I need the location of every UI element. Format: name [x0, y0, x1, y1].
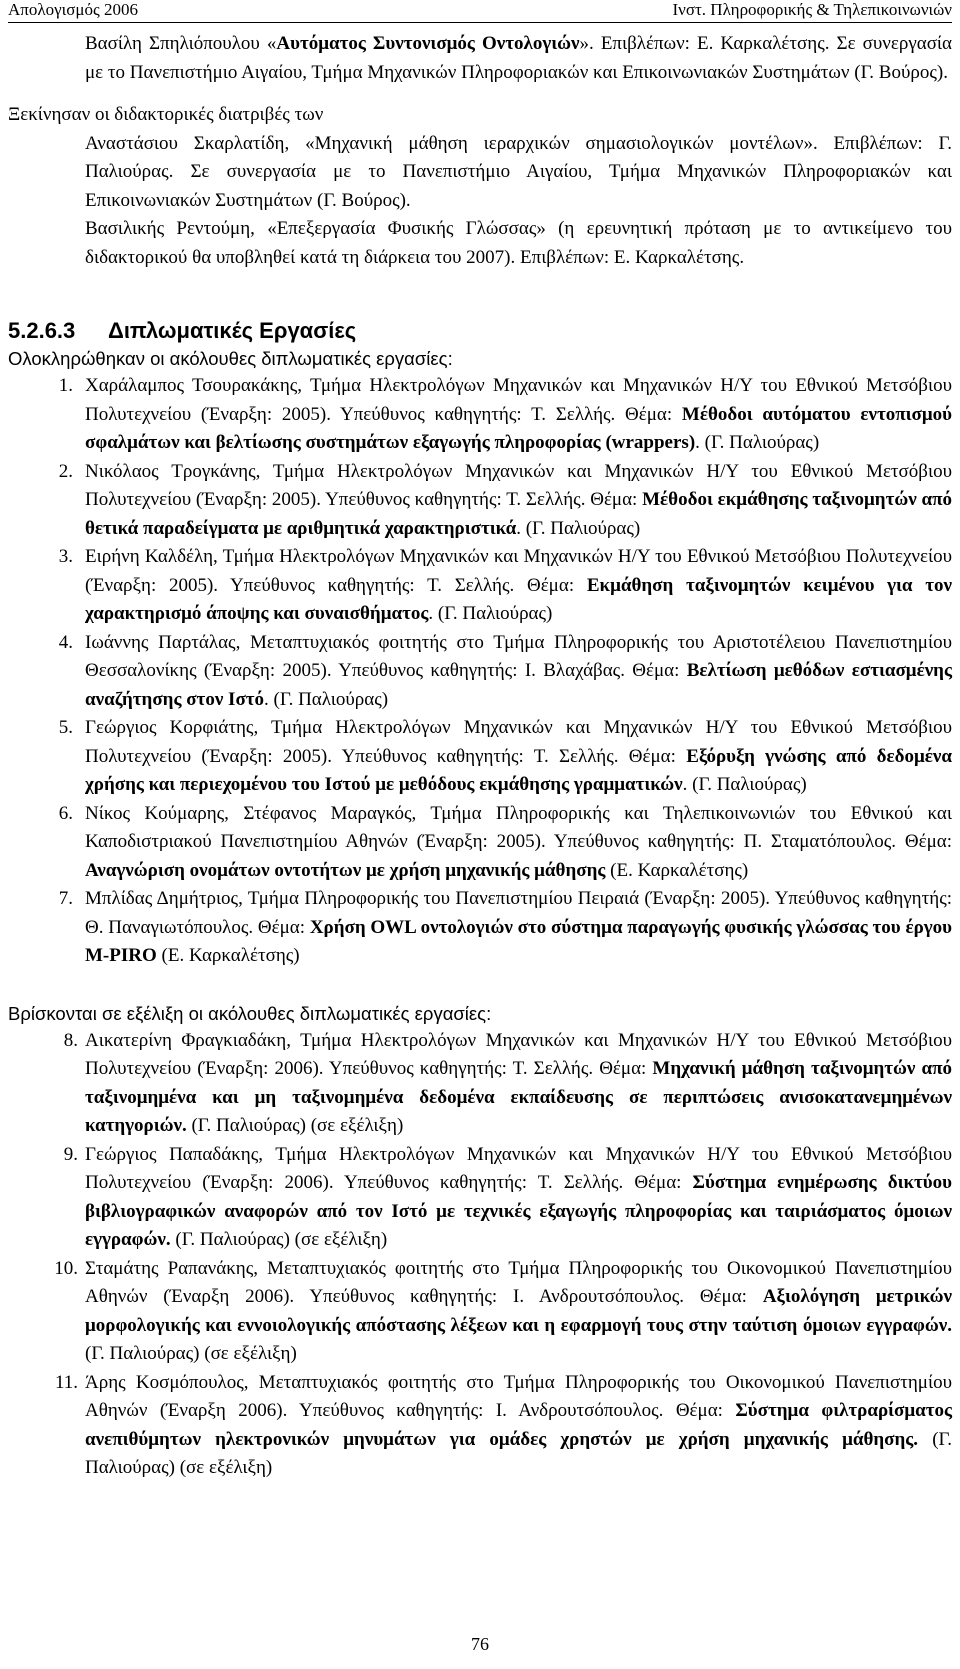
text-run: . (Γ. Παλιούρας) [516, 517, 641, 539]
item-number: 11. [54, 1371, 78, 1393]
thesis-list-item [8, 458, 952, 544]
page-number: 76 [471, 1634, 489, 1654]
item-number: 6. [58, 802, 73, 824]
bold-text-run: Χρήση OWL οντολογιών στο σύστημα παραγωγής φυσικής γλώσσας του έργου M-PIRO [85, 916, 952, 966]
text-run: Άρης Κοσμόπουλος, Μεταπτυχιακός φοιτητής στο Τμήμα Πληροφορικής του Οικονομικού Πανεπιστημίου Αθηνών (Έναρξη 2006). Υπεύθυνος καθηγητής: Ι. Ανδρουτσόπουλος. Θέμα: [85, 1371, 952, 1421]
text-run: Χαράλαμπος Τσουρακάκης, Τμήμα Ηλεκτρολόγων Μηχανικών και Μηχανικών Η/Υ του Εθνικού Μετσόβιου Πολυτεχνείου (Έναρξη: 2005). Υπεύθυνος καθηγητής: Τ. Σελλής. Θέμα: [85, 375, 952, 425]
text-run: Αικατερίνη Φραγκιαδάκη, Τμήμα Ηλεκτρολόγων Μηχανικών και Μηχανικών Η/Υ του Εθνικού Μετσόβιου Πολυτεχνείου (Έναρξη: 2006). Υπεύθυνος καθηγητής: Τ. Σελλής. Θέμα: [85, 1029, 952, 1079]
bold-text-run: Αναγνώριση ονομάτων οντοτήτων με χρήση μηχανικής μάθησης [85, 859, 606, 881]
bold-text-run: Βελτίωση μεθόδων εστιασμένης αναζήτησης στον Ιστό [85, 660, 952, 710]
text-run: Ιωάννης Παρτάλας, Μεταπτυχιακός φοιτητής στο Τμήμα Πληροφορικής του Αριστοτέλειου Πανεπιστημίου Θεσσαλονίκης (Έναρξη: 2005). Υπεύθυνος καθηγητής: Ι. Βλαχάβας. Θέμα: [85, 631, 952, 681]
text-run: (Γ. Παλιούρας) (σε εξέλιξη) [85, 1428, 952, 1478]
text-run: . (Γ. Παλιούρας) [695, 432, 820, 453]
text-run: (Γ. Παλιούρας) (σε εξέλιξη) [186, 1115, 404, 1136]
top-paragraph [8, 30, 952, 87]
thesis-list-item [8, 714, 952, 800]
text-run: Ειρήνη Καλδέλη, Τμήμα Ηλεκτρολόγων Μηχανικών και Μηχανικών Η/Υ του Εθνικού Μετσόβιου Πολυτεχνείου (Έναρξη: 2005). Υπεύθυνος καθηγητής: Τ. Σελλής. Θέμα: [85, 546, 952, 596]
ongoing-theses-list [8, 1027, 952, 1483]
text-run: Βασιλικής Ρεντούμη, «Επεξεργασία Φυσικής Γλώσσας» (η ερευνητική πρόταση με το αντικείμενο του διδακτορικού θα υποβληθεί κατά τη διάρκεια του 2007). Επιβλέπων: Ε. Καρκαλέτσης. [85, 218, 952, 268]
text-run: . (Γ. Παλιούρας) [682, 774, 807, 795]
thesis-list-item [8, 543, 952, 629]
bold-text-run: Μέθοδοι αυτόματου εντοπισμού σφαλμάτων και βελτίωσης συστημάτων εξαγωγής πληροφορίας (wrappers) [85, 403, 952, 453]
item-number: 4. [58, 631, 73, 653]
text-run: Γεώργιος Παπαδάκης, Τμήμα Ηλεκτρολόγων Μηχανικών και Μηχανικών Η/Υ του Εθνικού Μετσόβιου Πολυτεχνείου (Έναρξη: 2006). Υπεύθυνος καθηγητής: Τ. Σελλής. Θέμα: [85, 1143, 952, 1193]
section-title: Διπλωματικές Εργασίες [108, 318, 357, 343]
text-run: Μπλίδας Δημήτριος, Τμήμα Πληροφορικής του Πανεπιστημίου Πειραιά (Έναρξη: 2005). Υπεύθυνος καθηγητής: Θ. Παναγιωτόπουλος. Θέμα: [85, 888, 952, 938]
completed-theses-list [8, 372, 952, 971]
text-run: . (Γ. Παλιούρας) [428, 603, 553, 624]
text-run: . (Γ. Παλιούρας) [264, 688, 389, 710]
started-item [8, 215, 952, 272]
running-header [8, 0, 952, 23]
text-run: Βασίλη Σπηλιόπουλου « [85, 33, 277, 54]
thesis-list-item [8, 629, 952, 715]
item-number: 3. [58, 546, 73, 567]
thesis-list-item [8, 800, 952, 886]
item-number: 2. [58, 460, 73, 482]
ongoing-intro: Βρίσκονται σε εξέλιξη οι ακόλουθες διπλωματικές εργασίες: [8, 1002, 492, 1024]
bold-text-run: Αυτόματος Συντονισμός Οντολογιών [276, 33, 580, 54]
item-number: 5. [58, 717, 73, 738]
text-run: Γεώργιος Κορφιάτης, Τμήμα Ηλεκτρολόγων Μηχανικών και Μηχανικών Η/Υ του Εθνικού Μετσόβιου Πολυτεχνείου (Έναρξη: 2005). Υπεύθυνος καθηγητής: Τ. Σελλής. Θέμα: [85, 717, 952, 767]
thesis-list-item [8, 1027, 952, 1141]
item-number: 1. [58, 375, 73, 396]
header-right-title: Ινστ. Πληροφορικής & Τηλεπικοινωνιών [672, 0, 952, 19]
text-run: (Γ. Παλιούρας) (σε εξέλιξη) [85, 1343, 297, 1364]
bold-text-run: Σύστημα φιλτραρίσματος ανεπιθύμητων ηλεκτρονικών μηνυμάτων για ομάδες χρηστών με χρήση μηχανικής μάθησης. [85, 1400, 952, 1450]
header-left-title: Απολογισμός 2006 [8, 0, 138, 19]
completed-intro: Ολοκληρώθηκαν οι ακόλουθες διπλωματικές εργασίες: [8, 348, 453, 369]
item-number: 10. [54, 1257, 78, 1279]
thesis-list-item [8, 1255, 952, 1369]
text-run: (Γ. Παλιούρας) (σε εξέλιξη) [170, 1229, 388, 1250]
item-number: 7. [58, 888, 73, 909]
text-run: Αναστάσιου Σκαρλατίδη, «Μηχανική μάθηση ιεραρχικών σημασιολογικών μοντέλων». Επιβλέπων: Γ. Παλιούρας. Σε συνεργασία με το Πανεπιστήμιο Αιγαίου, Τμήμα Μηχανικών Πληροφοριακών και Επικοινωνιακών Συστημάτων (Γ. Βούρος). [85, 132, 952, 211]
section-heading [8, 316, 952, 346]
started-item [8, 130, 952, 216]
text-run: Νίκος Κούμαρης, Στέφανος Μαραγκός, Τμήμα Πληροφορικής και Τηλεπικοινωνιών του Εθνικού και Καποδιστριακού Πανεπιστημίου Αθηνών (Έναρξη: 2005). Υπεύθυνος καθηγητής: Π. Σταματόπουλος. Θέμα: [85, 802, 952, 852]
bold-text-run: Μηχανική μάθηση ταξινομητών από ταξινομημένα και μη ταξινομημένα δεδομένα εκπαίδευσης σε περιπτώσεις ανισοκατανεμημένων κατηγοριών. [85, 1058, 952, 1136]
thesis-list-item [8, 1369, 952, 1483]
text-run: Νικόλαος Τρογκάνης, Τμήμα Ηλεκτρολόγων Μηχανικών και Μηχανικών Η/Υ του Εθνικού Μετσόβιου Πολυτεχνείου (Έναρξη: 2005). Υπεύθυνος καθηγητής: Τ. Σελλής. Θέμα: [85, 460, 952, 510]
thesis-list-item [8, 1141, 952, 1255]
text-run: Σταμάτης Ραπανάκης, Μεταπτυχιακός φοιτητής στο Τμήμα Πληροφορικής του Οικονομικού Πανεπιστημίου Αθηνών (Έναρξη 2006). Υπεύθυνος καθηγητής: Ι. Ανδρουτσόπουλος. Θέμα: [85, 1257, 952, 1307]
page-body [8, 30, 952, 1483]
bold-text-run: Εξόρυξη γνώσης από δεδομένα χρήσης και περιεχομένου του Ιστού με μεθόδους εκμάθησης γραμματικών [85, 745, 952, 795]
bold-text-run: Μέθοδοι εκμάθησης ταξινομητών από θετικά παραδείγματα με αριθμητικά χαρακτηριστικά [85, 489, 952, 539]
text-run: ». Επιβλέπων: Ε. Καρκαλέτσης. Σε συνεργασία με το Πανεπιστήμιο Αιγαίου, Τμήμα Μηχανικών Πληροφοριακών και Επικοινωνιακών Συστημάτων (Γ. Βούρος). [85, 33, 952, 83]
thesis-list-item [8, 372, 952, 458]
thesis-list-item [8, 885, 952, 971]
started-intro: Ξεκίνησαν οι διδακτορικές διατριβές των [8, 104, 324, 125]
bold-text-run: Αξιολόγηση μετρικών μορφολογικής και εννοιολογικής απόστασης λέξεων και η εφαρμογή τους στην ταύτιση όμοιων εγγραφών. [85, 1286, 952, 1336]
bold-text-run: Εκμάθηση ταξινομητών κειμένου για τον χαρακτηρισμό άποψης και συναισθήματος [85, 574, 953, 624]
item-number: 9. [63, 1143, 78, 1165]
text-run: (Ε. Καρκαλέτσης) [605, 859, 749, 881]
bold-text-run: Σύστημα ενημέρωσης δικτύου βιβλιογραφικών αναφορών από τον Ιστό με τεχνικές εξαγωγής πληροφορίας και ταιριάσματος όμοιων εγγραφών. [85, 1172, 952, 1250]
item-number: 8. [63, 1029, 78, 1051]
section-number: 5.2.6.3 [8, 318, 76, 343]
text-run: (Ε. Καρκαλέτσης) [156, 945, 300, 966]
